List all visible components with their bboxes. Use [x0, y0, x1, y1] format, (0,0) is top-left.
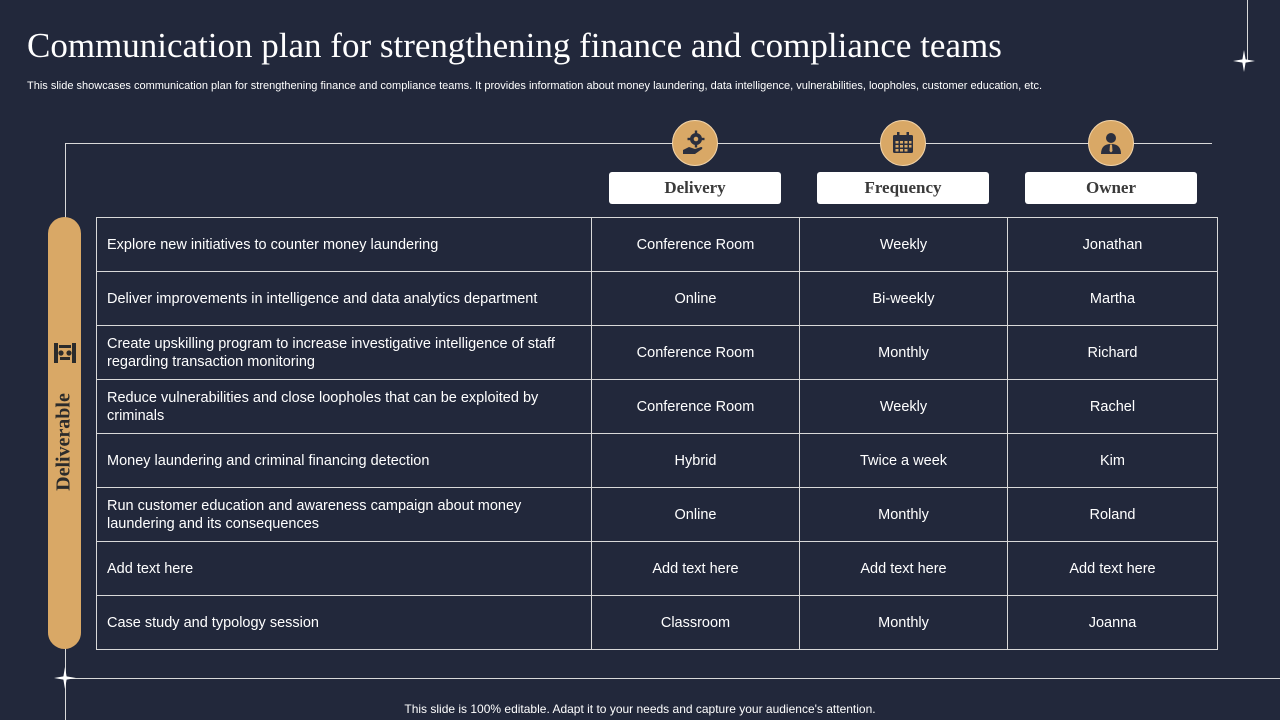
- deliverable-cell: Reduce vulnerabilities and close loopholes that can be exploited by criminals: [97, 380, 592, 434]
- frequency-cell: Weekly: [800, 218, 1008, 272]
- owner-cell: Roland: [1008, 488, 1218, 542]
- frequency-cell: Add text here: [800, 542, 1008, 596]
- frame-line-top: [65, 143, 1212, 144]
- footer-note: This slide is 100% editable. Adapt it to your needs and capture your audience's attention.: [404, 702, 876, 716]
- table-row: [97, 434, 1218, 488]
- frame-line-bottom: [65, 678, 1280, 679]
- delivery-cell: Online: [592, 272, 800, 326]
- frequency-cell: Twice a week: [800, 434, 1008, 488]
- delivery-cell: Add text here: [592, 542, 800, 596]
- delivery-cell: Conference Room: [592, 380, 800, 434]
- owner-cell: Joanna: [1008, 596, 1218, 650]
- deliverable-cell: Explore new initiatives to counter money laundering: [97, 218, 592, 272]
- person-icon: [1088, 120, 1134, 166]
- deliverable-cell: Add text here: [97, 542, 592, 596]
- calendar-icon: [880, 120, 926, 166]
- owner-cell: Jonathan: [1008, 218, 1218, 272]
- owner-cell: Martha: [1008, 272, 1218, 326]
- table-row: [97, 272, 1218, 326]
- delivery-cell: Conference Room: [592, 218, 800, 272]
- frequency-cell: Monthly: [800, 488, 1008, 542]
- delivery-cell: Hybrid: [592, 434, 800, 488]
- table-row: [97, 596, 1218, 650]
- frequency-cell: Monthly: [800, 596, 1008, 650]
- owner-cell: Kim: [1008, 434, 1218, 488]
- delivery-cell: Conference Room: [592, 326, 800, 380]
- page-title: Communication plan for strengthening finance and compliance teams: [27, 26, 1002, 65]
- frequency-cell: Bi-weekly: [800, 272, 1008, 326]
- frequency-cell: Monthly: [800, 326, 1008, 380]
- table-row: [97, 542, 1218, 596]
- owner-cell: Rachel: [1008, 380, 1218, 434]
- side-label: Deliverable: [52, 393, 75, 491]
- sparkle-icon: [1233, 50, 1255, 72]
- table-row: [97, 326, 1218, 380]
- column-header-frequency: Frequency: [817, 172, 989, 204]
- table-row: [97, 218, 1218, 272]
- owner-cell: Richard: [1008, 326, 1218, 380]
- sparkle-icon: [54, 667, 76, 689]
- delivery-cell: Classroom: [592, 596, 800, 650]
- delivery-cell: Online: [592, 488, 800, 542]
- deliverable-cell: Money laundering and criminal financing detection: [97, 434, 592, 488]
- column-header-owner: Owner: [1025, 172, 1197, 204]
- page-subtitle: This slide showcases communication plan for strengthening finance and compliance teams. It provides information about money laundering, data intelligence, vulnerabilities, loopholes, customer education, etc.: [27, 80, 1043, 92]
- gear-hand-icon: [672, 120, 718, 166]
- owner-cell: Add text here: [1008, 542, 1218, 596]
- deliverable-cell: Deliver improvements in intelligence and data analytics department: [97, 272, 592, 326]
- communication-plan-table: [96, 217, 1218, 650]
- column-header-delivery: Delivery: [609, 172, 781, 204]
- table-row: [97, 488, 1218, 542]
- deliverable-cell: Run customer education and awareness campaign about money laundering and its consequences: [97, 488, 592, 542]
- handshake-people-icon: [52, 340, 78, 368]
- deliverable-cell: Case study and typology session: [97, 596, 592, 650]
- table-row: [97, 380, 1218, 434]
- deliverable-cell: Create upskilling program to increase investigative intelligence of staff regarding transaction monitoring: [97, 326, 592, 380]
- frequency-cell: Weekly: [800, 380, 1008, 434]
